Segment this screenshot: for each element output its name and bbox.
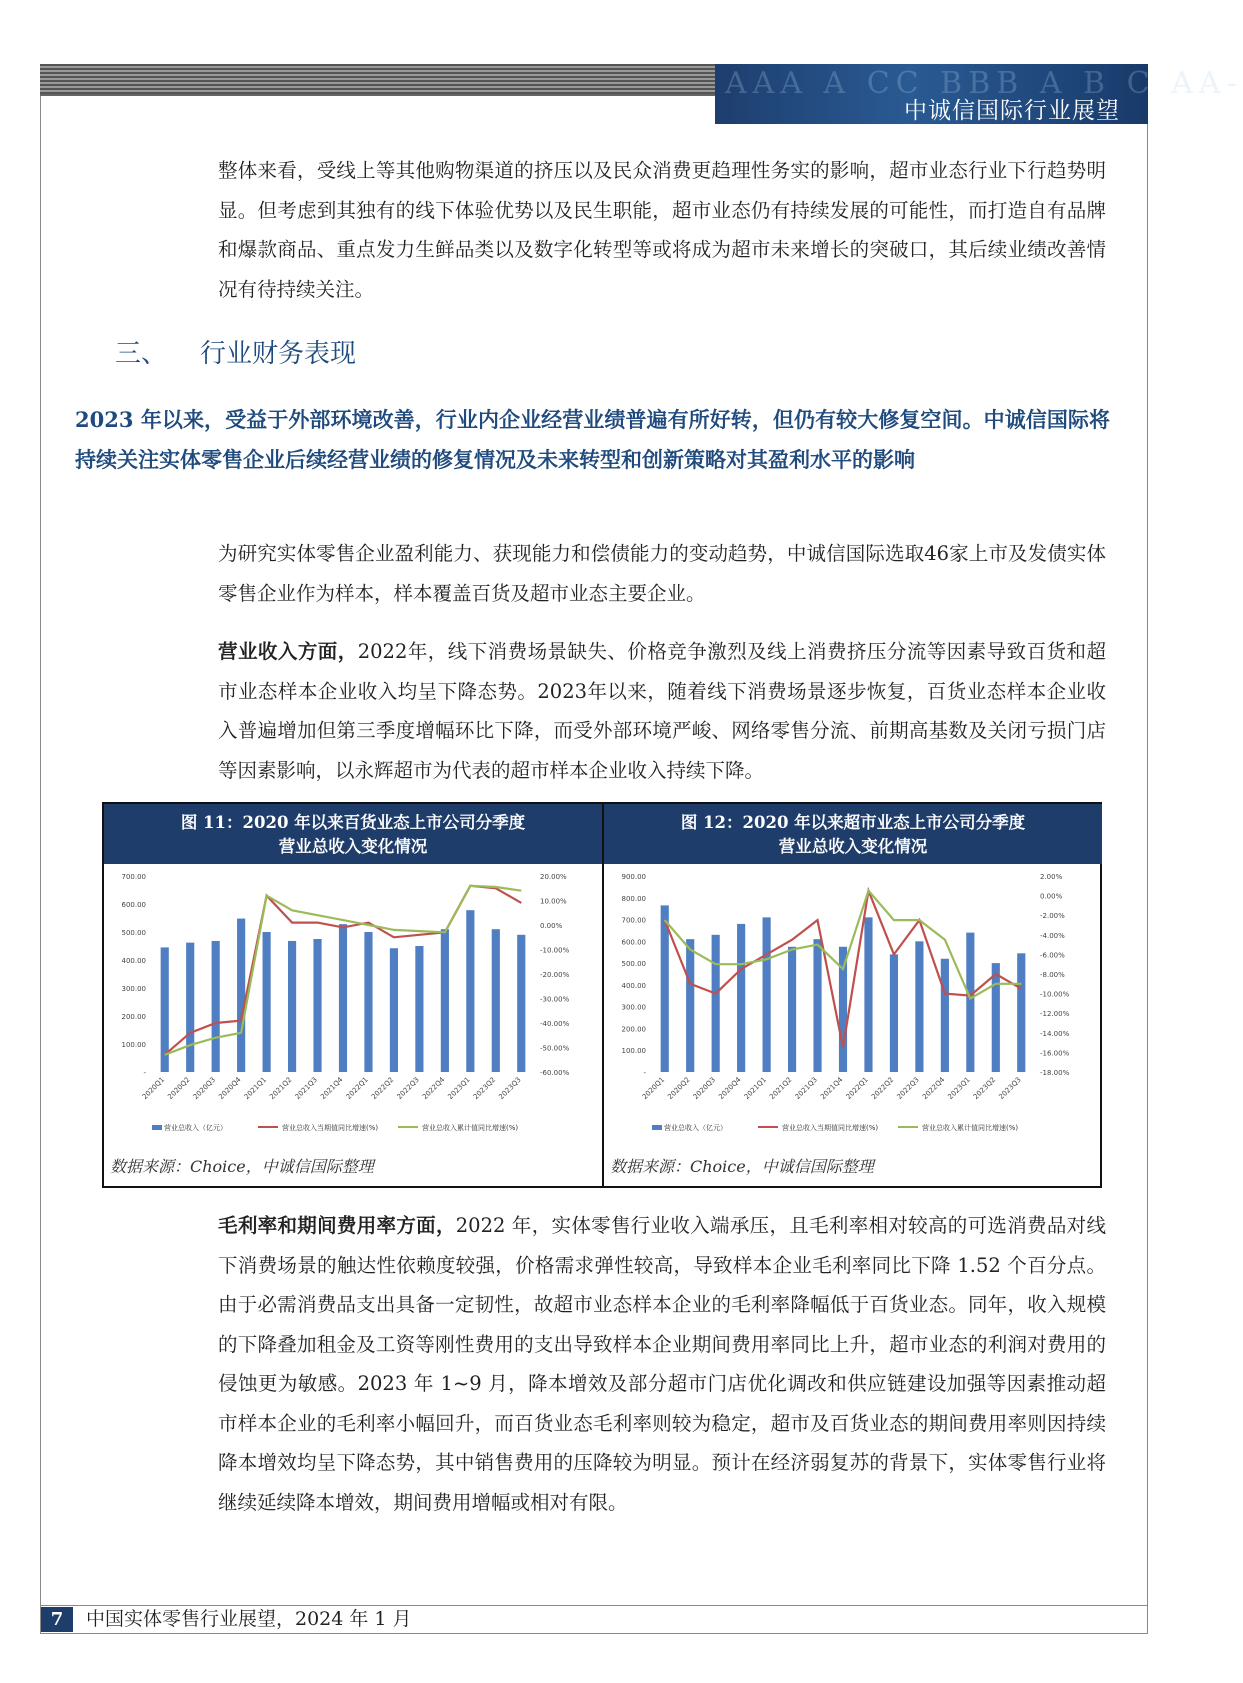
chart1-bar — [686, 939, 694, 1072]
chart1-right-tick: -8.00% — [1040, 971, 1065, 979]
chart0-left-tick: 700.00 — [121, 873, 146, 881]
chart1-legend-label: 营业总收入（亿元） — [664, 1124, 727, 1132]
header-stripes — [40, 64, 715, 94]
chart0-left-tick: 500.00 — [121, 929, 146, 937]
chart1-left-tick: 400.00 — [621, 981, 646, 990]
chart0-bar — [313, 939, 321, 1072]
margin-paragraph — [218, 1206, 1106, 1522]
chart1-bar — [915, 941, 923, 1072]
chart0-bar — [492, 929, 500, 1072]
chart1-category-label: 2021Q1 — [742, 1075, 769, 1102]
chart0-right-tick: 20.00% — [540, 873, 567, 881]
margin-lead-bold: 毛利率和期间费用率方面， — [218, 1214, 456, 1237]
chart1-left-tick: 600.00 — [621, 938, 646, 947]
figure-11-title-line1: 图 11：2020 年以来百货业态上市公司分季度 — [180, 813, 526, 832]
chart0-left-tick: 600.00 — [121, 901, 146, 909]
chart0-right-tick: -60.00% — [540, 1069, 570, 1077]
chart1-bar — [661, 905, 669, 1072]
chart1-left-tick: 900.00 — [621, 873, 646, 881]
chart0-bar — [441, 929, 449, 1072]
chart0-bar — [466, 910, 474, 1072]
chart0-category-label: 2020Q3 — [191, 1075, 218, 1102]
chart0-bar — [186, 943, 194, 1072]
figures-box — [102, 802, 1102, 1188]
chart1-category-label: 2020Q2 — [666, 1075, 692, 1102]
chart1-legend-swatch — [652, 1125, 662, 1130]
chart0-category-label: 2020Q2 — [166, 1075, 192, 1102]
chart1-left-tick: 200.00 — [621, 1025, 646, 1034]
chart1-legend-label: 营业总收入累计值同比增速(%) — [922, 1124, 1019, 1132]
chart0-category-label: 2023Q2 — [471, 1075, 498, 1102]
chart0-category-label: 2021Q1 — [242, 1075, 269, 1102]
chart0-legend-swatch — [152, 1125, 162, 1130]
footer-rule — [40, 1605, 1148, 1606]
chart1-category-label: 2023Q2 — [971, 1075, 998, 1102]
chart0-bar — [415, 946, 423, 1072]
section-number: 三、 — [115, 339, 168, 369]
chart0-category-label: 2021Q4 — [319, 1075, 345, 1102]
header-title: 中诚信国际行业展望 — [904, 98, 1120, 124]
chart0-bar — [288, 941, 296, 1072]
chart1-left-tick: 700.00 — [621, 916, 646, 925]
chart1-right-tick: -2.00% — [1040, 912, 1065, 921]
figure-12-chart — [604, 864, 1102, 1152]
figure-12-title — [604, 804, 1102, 864]
chart0-legend-label: 营业总收入当期值同比增速(%) — [282, 1124, 379, 1132]
chart1-right-tick: -12.00% — [1040, 1010, 1070, 1019]
chart1-bar — [788, 947, 796, 1072]
chart0-left-tick: 100.00 — [121, 1041, 146, 1049]
chart1-right-tick: -10.00% — [1040, 990, 1070, 999]
chart0-right-tick: 10.00% — [540, 897, 567, 906]
chart0-bar — [237, 919, 245, 1072]
chart1-left-tick: 500.00 — [621, 960, 646, 969]
revenue-paragraph — [218, 632, 1106, 790]
chart0-category-label: 2023Q1 — [446, 1075, 472, 1102]
chart0-bar — [364, 932, 372, 1072]
header-brand-banner — [715, 64, 1243, 124]
figure-12-source: 数据来源：Choice，中诚信国际整理 — [610, 1157, 874, 1176]
chart1-category-label: 2021Q2 — [768, 1075, 794, 1102]
chart0-right-tick: -10.00% — [540, 946, 570, 955]
page-number: 7 — [41, 1607, 73, 1632]
chart0-category-label: 2020Q1 — [140, 1075, 167, 1102]
chart1-category-label: 2022Q3 — [895, 1075, 921, 1102]
chart0-category-label: 2022Q1 — [344, 1075, 370, 1102]
figure-12 — [604, 804, 1102, 1186]
chart1-right-tick: -18.00% — [1040, 1069, 1070, 1077]
chart0-left-tick: 400.00 — [121, 957, 146, 965]
chart1-category-label: 2023Q1 — [946, 1075, 972, 1102]
chart1-bar — [813, 939, 821, 1072]
section-title: 行业财务表现 — [200, 339, 357, 369]
chart1-category-label: 2020Q3 — [691, 1075, 718, 1102]
margin-text: 2022 年，实体零售行业收入端承压，且毛利率相对较高的可选消费品对线下消费场景的触达性依赖度较强，价格需求弹性较高，导致样本企业毛利率同比下降 1.52 个百分点。由于必需消费品支出具备一定韧性，故超市业态样本企业的毛利率降幅低于百货业态。同年，收入规模的下降叠加租金及工资等刚性费用的支出导致样本企业期间费用率同比上升，超市业态的利润对费用的侵蚀更为敏感。2023 年 1~9 月，降本增效及部分超市门店优化调改和供应链建设加强等因素推动超市样本企业的毛利率小幅回升，而百货业态毛利率则较为稳定，超市及百货业态的期间费用率则因持续降本增效均呈下降态势，其中销售费用的压降较为明显。预计在经济弱复苏的背景下，实体零售行业将继续延续降本增效，期间费用增幅或相对有限。 — [218, 1214, 1106, 1514]
sample-paragraph: 为研究实体零售企业盈利能力、获现能力和偿债能力的变动趋势，中诚信国际选取46家上市及发债实体零售企业作为样本，样本覆盖百货及超市业态主要企业。 — [218, 542, 1106, 605]
figure-12-title-line1: 图 12：2020 年以来超市业态上市公司分季度 — [680, 813, 1026, 832]
chart1-category-label: 2020Q1 — [640, 1075, 667, 1102]
chart0-right-tick: 0.00% — [540, 922, 563, 930]
figure-11-title-line2: 营业总收入变化情况 — [278, 837, 428, 856]
chart0-left-tick: 200.00 — [121, 1013, 146, 1021]
chart1-bar — [763, 917, 771, 1072]
chart0-bar — [212, 941, 220, 1072]
page-header — [40, 64, 1243, 124]
revenue-text: 2022年，线下消费场景缺失、价格竞争激烈及线上消费挤压分流等因素导致百货和超市业态样本企业收入均呈下降态势。2023年以来，随着线下消费场景逐步恢复，百货业态样本企业收入普遍增加但第三季度增幅环比下降，而受外部环境严峻、网络零售分流、前期高基数及关闭亏损门店等因素影响，以永辉超市为代表的超市样本企业收入持续下降。 — [218, 640, 1106, 782]
figure-12-title-line2: 营业总收入变化情况 — [778, 837, 928, 856]
chart0-bar — [263, 932, 271, 1072]
chart0-category-label: 2022Q2 — [370, 1075, 396, 1102]
chart0-bar — [390, 948, 398, 1072]
chart0-category-label: 2021Q2 — [268, 1075, 294, 1102]
chart0-bar — [517, 935, 525, 1072]
chart1-bar — [992, 963, 1000, 1072]
header-rule — [40, 94, 715, 96]
chart0-right-tick: -50.00% — [540, 1044, 570, 1053]
chart1-bar — [737, 924, 745, 1072]
chart0-category-label: 2022Q4 — [420, 1075, 447, 1102]
chart1-legend-label: 营业总收入当期值同比增速(%) — [782, 1124, 879, 1132]
chart1-category-label: 2021Q3 — [793, 1075, 819, 1102]
figure-11 — [104, 804, 604, 1186]
chart0-category-label: 2020Q4 — [217, 1075, 243, 1102]
chart1-left-tick: 800.00 — [621, 894, 646, 903]
chart1-bar — [890, 954, 898, 1072]
intro-paragraph: 整体来看，受线上等其他购物渠道的挤压以及民众消费更趋理性务实的影响，超市业态行业下行趋势明显。但考虑到其独有的线下体验优势以及民生职能，超市业态仍有持续发展的可能性，而打造自有品牌和爆款商品、重点发力生鲜品类以及数字化转型等或将成为超市未来增长的突破口，其后续业绩改善情况有待持续关注。 — [218, 159, 1106, 301]
chart1-category-label: 2023Q3 — [997, 1075, 1023, 1102]
section-heading — [115, 333, 356, 370]
chart0-left-tick: - — [143, 1069, 146, 1077]
chart1-left-tick: 100.00 — [621, 1047, 646, 1056]
chart0-right-tick: -30.00% — [540, 995, 570, 1004]
chart1-right-tick: -14.00% — [1040, 1029, 1070, 1038]
chart0-right-tick: -20.00% — [540, 971, 570, 979]
figure-11-source: 数据来源：Choice，中诚信国际整理 — [110, 1157, 374, 1176]
chart1-bar — [1017, 953, 1025, 1072]
chart0-left-tick: 300.00 — [121, 985, 146, 993]
header-decor: AAA A CC BBB A B C AA- — [725, 66, 1243, 101]
figure-11-chart — [104, 864, 602, 1152]
chart0-bar — [339, 924, 347, 1072]
chart1-bar — [712, 935, 720, 1072]
chart0-legend-label: 营业总收入（亿元） — [164, 1124, 227, 1132]
chart1-left-tick: 300.00 — [621, 1003, 646, 1012]
chart1-bar — [864, 917, 872, 1072]
footer-text: 中国实体零售行业展望，2024 年 1 月 — [86, 1608, 412, 1630]
chart1-category-label: 2022Q4 — [920, 1075, 947, 1102]
chart1-right-tick: -16.00% — [1040, 1049, 1070, 1058]
chart1-right-tick: 0.00% — [1040, 892, 1063, 901]
chart0-category-label: 2021Q3 — [293, 1075, 319, 1102]
chart0-right-tick: -40.00% — [540, 1020, 570, 1028]
chart1-bar — [941, 959, 949, 1072]
chart1-left-tick: - — [643, 1069, 646, 1077]
figure-11-title — [104, 804, 602, 864]
revenue-lead-bold: 营业收入方面， — [218, 640, 358, 663]
chart1-category-label: 2021Q4 — [819, 1075, 845, 1102]
chart1-right-tick: -6.00% — [1040, 951, 1065, 960]
chart0-category-label: 2023Q3 — [497, 1075, 523, 1102]
chart1-bar — [966, 933, 974, 1072]
chart0-legend-label: 营业总收入累计值同比增速(%) — [422, 1124, 519, 1132]
chart1-category-label: 2020Q4 — [717, 1075, 743, 1102]
chart1-category-label: 2022Q1 — [844, 1075, 870, 1102]
chart0-category-label: 2022Q3 — [395, 1075, 421, 1102]
footer-bottom-rule — [40, 1633, 1148, 1634]
chart1-right-tick: 2.00% — [1040, 873, 1063, 881]
chart1-category-label: 2022Q2 — [870, 1075, 896, 1102]
chart1-right-tick: -4.00% — [1040, 931, 1065, 940]
lead-statement: 2023 年以来，受益于外部环境改善，行业内企业经营业绩普遍有所好转，但仍有较大修复空间。中诚信国际将持续关注实体零售企业后续经营业绩的修复情况及未来转型和创新策略对其盈利水平的影响 — [75, 407, 1110, 472]
